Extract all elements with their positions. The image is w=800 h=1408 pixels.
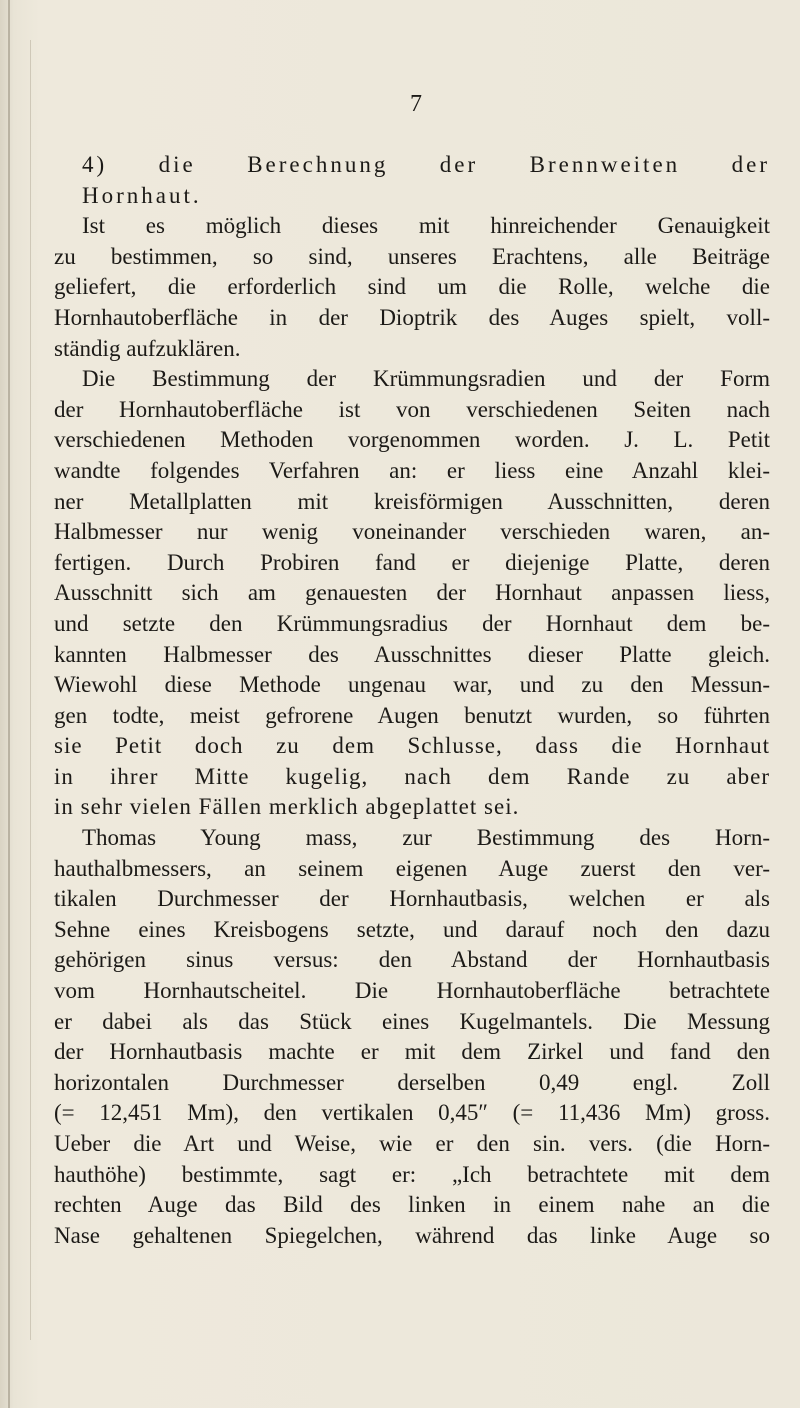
text-line: der Hornhautoberfläche ist von verschiedenen Seiten nach xyxy=(54,396,770,422)
text-line: Die Bestimmung der Krümmungsradien und der Form xyxy=(82,366,770,392)
text-line: verschiedenen Methoden vorgenommen worden. J. L. Petit xyxy=(54,427,770,453)
text-line: Ausschnitt sich am genauesten der Hornhaut anpassen liess, xyxy=(54,580,770,606)
text-line: hauthöhe) bestimmte, sagt er: „Ich betrachtete mit dem xyxy=(54,1161,770,1187)
text-line: fertigen. Durch Probiren fand er diejenige Platte, deren xyxy=(54,549,770,575)
text-line: zu bestimmen, so sind, unseres Erachtens, alle Beiträge xyxy=(54,243,770,269)
text-line: vom Hornhautscheitel. Die Hornhautoberfläche betrachtete xyxy=(54,978,770,1004)
binding-shadow xyxy=(30,40,31,1340)
text-line: (= 12,451 Mm), den vertikalen 0,45″ (= 11,436 Mm) gross. xyxy=(54,1100,770,1126)
text-line: kannten Halbmesser des Ausschnittes dieser Platte gleich. xyxy=(54,641,770,667)
text-line: hauthalbmessers, an seinem eigenen Auge zuerst den ver- xyxy=(54,855,770,881)
text-line: Ueber die Art und Weise, wie er den sin. vers. (die Horn- xyxy=(54,1131,770,1156)
text-line: Halbmesser nur wenig voneinander verschieden waren, an- xyxy=(54,519,770,545)
page-number: 7 xyxy=(410,91,422,117)
text-line: in sehr vielen Fällen merklich abgeplattet sei. xyxy=(54,794,520,820)
text-line: sie Petit doch zu dem Schlusse, dass die Hornhaut xyxy=(54,733,770,759)
text-line: horizontalen Durchmesser derselben 0,49 engl. Zoll xyxy=(54,1069,770,1095)
text-line: rechten Auge das Bild des linken in einem nahe an die xyxy=(54,1192,770,1218)
section-heading-continued: Hornhaut. xyxy=(82,182,202,208)
paragraph-lines xyxy=(54,211,770,1251)
text-line: Hornhautoberfläche in der Dioptrik des Auges spielt, voll- xyxy=(54,304,770,330)
text-line: wandte folgendes Verfahren an: er liess eine Anzahl klei- xyxy=(54,457,770,483)
text-line: er dabei als das Stück eines Kugelmantels. Die Messung xyxy=(54,1008,770,1034)
text-line: Thomas Young mass, zur Bestimmung des Horn- xyxy=(82,825,770,851)
text-line: Ist es möglich dieses mit hinreichender Genauigkeit xyxy=(82,213,770,239)
binding-edge xyxy=(8,0,10,1408)
text-line: gen todte, meist gefrorene Augen benutzt wurden, so führten xyxy=(54,702,770,728)
text-line: Nase gehaltenen Spiegelchen, während das linke Auge so xyxy=(54,1222,770,1248)
text-line: Sehne eines Kreisbogens setzte, und darauf noch den dazu xyxy=(54,916,770,942)
text-line: tikalen Durchmesser der Hornhautbasis, welchen er als xyxy=(54,886,770,912)
text-line: der Hornhautbasis machte er mit dem Zirkel und fand den xyxy=(54,1039,770,1065)
text-line: geliefert, die erforderlich sind um die Rolle, welche die xyxy=(54,274,770,300)
text-line: gehörigen sinus versus: den Abstand der Hornhautbasis xyxy=(54,947,770,973)
body-text xyxy=(54,150,770,1251)
text-line: ner Metallplatten mit kreisförmigen Ausschnitten, deren xyxy=(54,488,770,514)
text-line: in ihrer Mitte kugelig, nach dem Rande zu aber xyxy=(54,763,770,789)
text-line: ständig aufzuklären. xyxy=(54,335,241,361)
text-line: und setzte den Krümmungsradius der Hornhaut dem be- xyxy=(54,610,770,636)
text-line: Wiewohl diese Methode ungenau war, und zu den Messun- xyxy=(54,672,770,698)
section-heading: 4) die Berechnung der Brennweiten der xyxy=(82,152,770,177)
